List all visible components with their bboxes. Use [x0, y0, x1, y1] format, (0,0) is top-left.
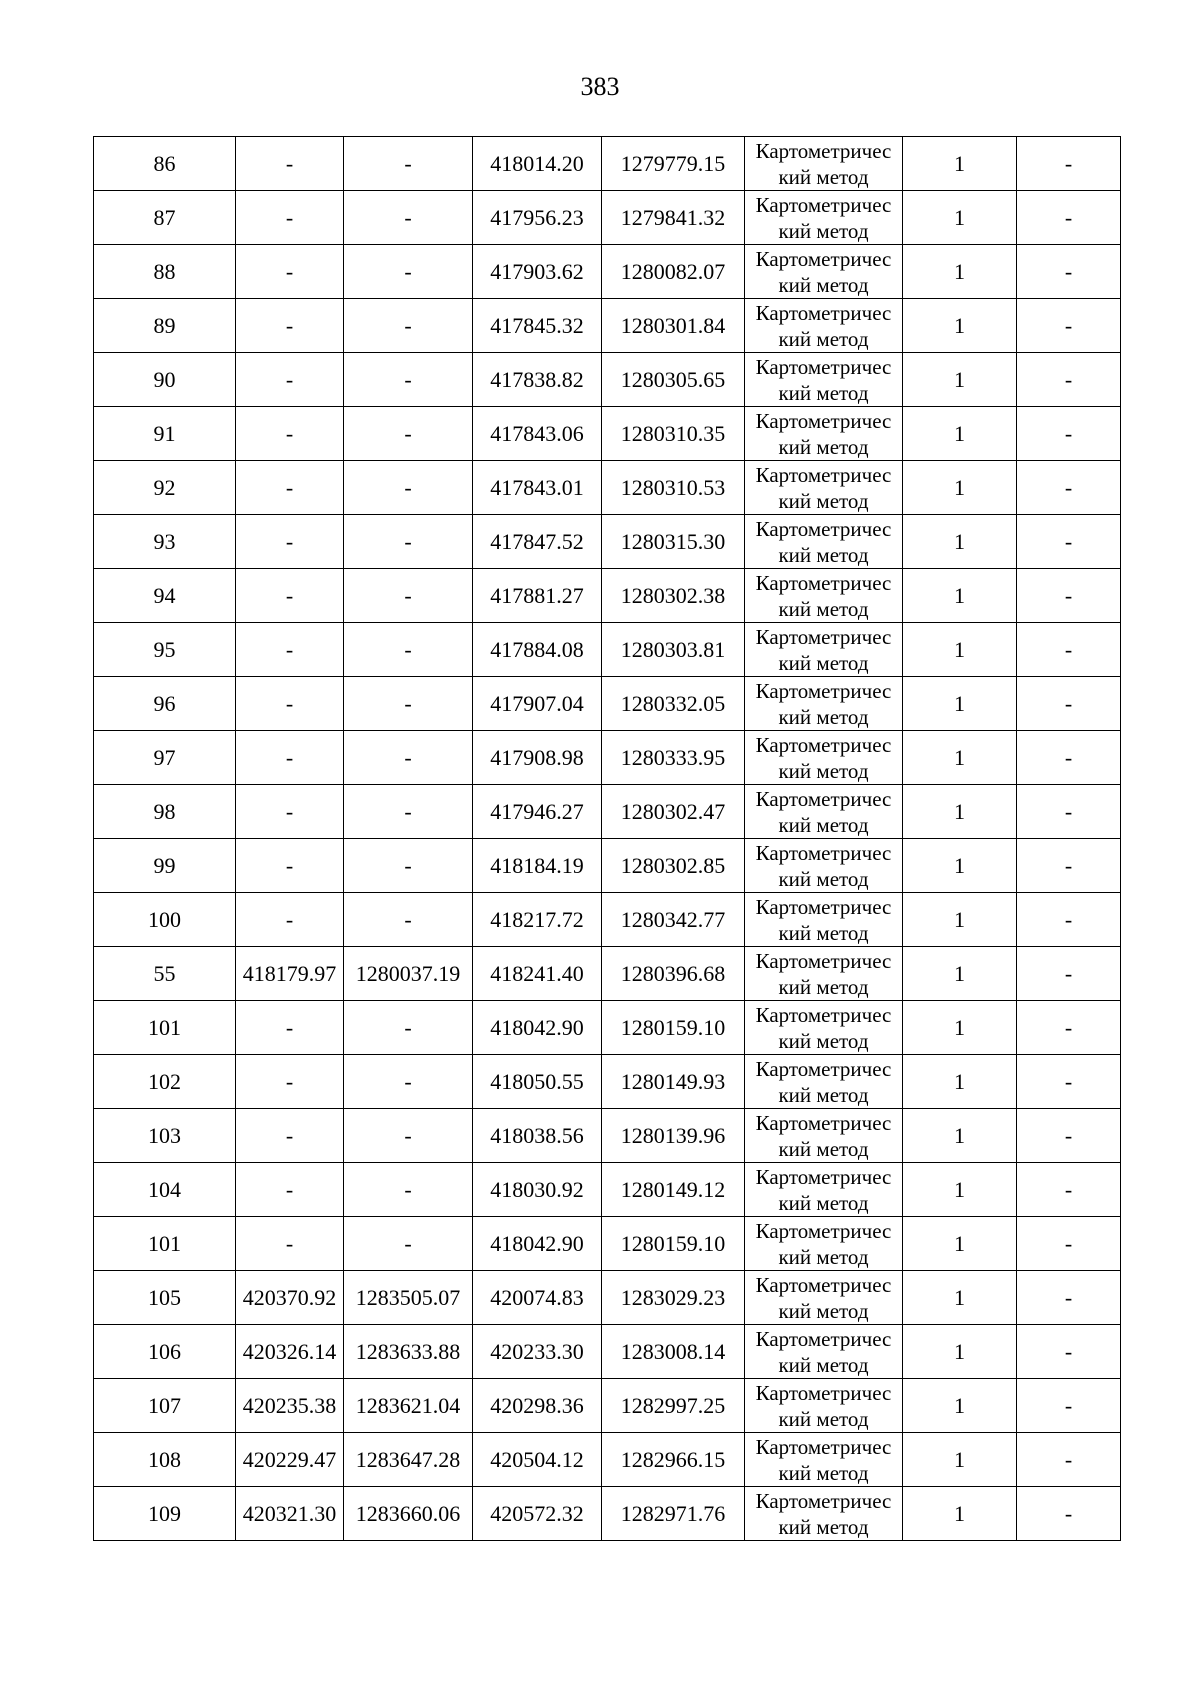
method-cell [745, 1217, 903, 1271]
method-line-2: кий метод [778, 1406, 869, 1431]
method-line-1: Картометричес [755, 840, 892, 865]
accuracy-cell: 1 [903, 245, 1017, 299]
new-y-cell: 1280139.96 [602, 1109, 745, 1163]
point-number-cell: 101 [94, 1217, 236, 1271]
point-number-cell: 90 [94, 353, 236, 407]
method-cell [745, 623, 903, 677]
accuracy-cell: 1 [903, 947, 1017, 1001]
method-line-1: Картометричес [755, 300, 892, 325]
new-y-cell: 1280159.10 [602, 1001, 745, 1055]
method-cell [745, 1325, 903, 1379]
point-number-cell: 106 [94, 1325, 236, 1379]
table-row [94, 407, 1121, 461]
old-y-cell: - [344, 1055, 473, 1109]
old-x-cell: - [236, 785, 344, 839]
method-cell [745, 299, 903, 353]
method-line-1: Картометричес [755, 192, 892, 217]
new-x-cell: 417884.08 [473, 623, 602, 677]
accuracy-cell: 1 [903, 1379, 1017, 1433]
method-cell [745, 353, 903, 407]
coordinates-table [93, 136, 1121, 1541]
new-y-cell: 1280302.47 [602, 785, 745, 839]
old-x-cell: - [236, 1055, 344, 1109]
method-cell [745, 137, 903, 191]
accuracy-cell: 1 [903, 623, 1017, 677]
old-y-cell: - [344, 191, 473, 245]
new-y-cell: 1280310.35 [602, 407, 745, 461]
point-number-cell: 94 [94, 569, 236, 623]
method-cell [745, 461, 903, 515]
method-line-1: Картометричес [755, 678, 892, 703]
new-x-cell: 417843.06 [473, 407, 602, 461]
old-y-cell: 1283660.06 [344, 1487, 473, 1541]
new-y-cell: 1283008.14 [602, 1325, 745, 1379]
accuracy-cell: 1 [903, 1487, 1017, 1541]
accuracy-cell: 1 [903, 785, 1017, 839]
table-row [94, 245, 1121, 299]
new-y-cell: 1280082.07 [602, 245, 745, 299]
method-line-2: кий метод [778, 758, 869, 783]
method-line-1: Картометричес [755, 732, 892, 757]
new-x-cell: 417908.98 [473, 731, 602, 785]
method-line-2: кий метод [778, 1190, 869, 1215]
new-x-cell: 418042.90 [473, 1001, 602, 1055]
method-line-2: кий метод [778, 380, 869, 405]
method-line-1: Картометричес [755, 462, 892, 487]
point-number-cell: 98 [94, 785, 236, 839]
old-x-cell: - [236, 1217, 344, 1271]
point-number-cell: 103 [94, 1109, 236, 1163]
old-x-cell: - [236, 731, 344, 785]
method-line-2: кий метод [778, 164, 869, 189]
old-y-cell: - [344, 299, 473, 353]
accuracy-cell: 1 [903, 1217, 1017, 1271]
old-y-cell: - [344, 623, 473, 677]
old-y-cell: - [344, 137, 473, 191]
new-x-cell: 420572.32 [473, 1487, 602, 1541]
description-cell: - [1017, 1487, 1121, 1541]
accuracy-cell: 1 [903, 191, 1017, 245]
method-cell [745, 1271, 903, 1325]
new-x-cell: 417845.32 [473, 299, 602, 353]
method-line-1: Картометричес [755, 570, 892, 595]
method-line-2: кий метод [778, 974, 869, 999]
old-x-cell: - [236, 569, 344, 623]
old-x-cell: - [236, 515, 344, 569]
description-cell: - [1017, 407, 1121, 461]
table-row [94, 1055, 1121, 1109]
table-row [94, 137, 1121, 191]
point-number-cell: 93 [94, 515, 236, 569]
old-x-cell: - [236, 137, 344, 191]
old-x-cell: - [236, 407, 344, 461]
method-line-2: кий метод [778, 866, 869, 891]
method-cell [745, 1001, 903, 1055]
table-row [94, 1163, 1121, 1217]
old-y-cell: 1283647.28 [344, 1433, 473, 1487]
new-y-cell: 1280332.05 [602, 677, 745, 731]
new-x-cell: 420233.30 [473, 1325, 602, 1379]
method-line-2: кий метод [778, 272, 869, 297]
old-y-cell: 1283505.07 [344, 1271, 473, 1325]
method-line-2: кий метод [778, 812, 869, 837]
old-x-cell: 418179.97 [236, 947, 344, 1001]
accuracy-cell: 1 [903, 1055, 1017, 1109]
method-line-2: кий метод [778, 1244, 869, 1269]
description-cell: - [1017, 137, 1121, 191]
old-x-cell: 420235.38 [236, 1379, 344, 1433]
method-cell [745, 839, 903, 893]
method-line-2: кий метод [778, 1082, 869, 1107]
old-x-cell: 420326.14 [236, 1325, 344, 1379]
description-cell: - [1017, 461, 1121, 515]
accuracy-cell: 1 [903, 299, 1017, 353]
table-row [94, 623, 1121, 677]
accuracy-cell: 1 [903, 731, 1017, 785]
new-x-cell: 418184.19 [473, 839, 602, 893]
accuracy-cell: 1 [903, 1163, 1017, 1217]
method-cell [745, 407, 903, 461]
method-cell [745, 1163, 903, 1217]
old-y-cell: - [344, 1109, 473, 1163]
method-cell [745, 677, 903, 731]
description-cell: - [1017, 191, 1121, 245]
new-x-cell: 418030.92 [473, 1163, 602, 1217]
new-y-cell: 1282971.76 [602, 1487, 745, 1541]
old-y-cell: - [344, 245, 473, 299]
old-x-cell: - [236, 299, 344, 353]
old-x-cell: 420321.30 [236, 1487, 344, 1541]
description-cell: - [1017, 731, 1121, 785]
old-x-cell: - [236, 677, 344, 731]
old-x-cell: 420370.92 [236, 1271, 344, 1325]
point-number-cell: 107 [94, 1379, 236, 1433]
point-number-cell: 99 [94, 839, 236, 893]
accuracy-cell: 1 [903, 1001, 1017, 1055]
method-line-1: Картометричес [755, 786, 892, 811]
accuracy-cell: 1 [903, 137, 1017, 191]
description-cell: - [1017, 785, 1121, 839]
method-line-1: Картометричес [755, 246, 892, 271]
old-y-cell: 1280037.19 [344, 947, 473, 1001]
accuracy-cell: 1 [903, 407, 1017, 461]
table-row [94, 785, 1121, 839]
old-x-cell: - [236, 461, 344, 515]
new-x-cell: 418217.72 [473, 893, 602, 947]
accuracy-cell: 1 [903, 1271, 1017, 1325]
method-line-1: Картометричес [755, 1164, 892, 1189]
table-row [94, 731, 1121, 785]
table-row [94, 1217, 1121, 1271]
method-cell [745, 785, 903, 839]
method-line-2: кий метод [778, 1352, 869, 1377]
new-x-cell: 418042.90 [473, 1217, 602, 1271]
point-number-cell: 92 [94, 461, 236, 515]
table-row [94, 677, 1121, 731]
method-line-2: кий метод [778, 1028, 869, 1053]
new-y-cell: 1280302.85 [602, 839, 745, 893]
method-cell [745, 1487, 903, 1541]
table-row [94, 947, 1121, 1001]
accuracy-cell: 1 [903, 1109, 1017, 1163]
old-y-cell: - [344, 1217, 473, 1271]
table-body [94, 137, 1121, 1541]
point-number-cell: 96 [94, 677, 236, 731]
accuracy-cell: 1 [903, 353, 1017, 407]
table-row [94, 1487, 1121, 1541]
description-cell: - [1017, 515, 1121, 569]
old-x-cell: - [236, 893, 344, 947]
description-cell: - [1017, 893, 1121, 947]
new-y-cell: 1280302.38 [602, 569, 745, 623]
method-line-2: кий метод [778, 488, 869, 513]
method-line-2: кий метод [778, 218, 869, 243]
old-y-cell: - [344, 839, 473, 893]
table-row [94, 1109, 1121, 1163]
method-line-2: кий метод [778, 704, 869, 729]
method-line-1: Картометричес [755, 1272, 892, 1297]
method-line-2: кий метод [778, 1136, 869, 1161]
table-row [94, 893, 1121, 947]
new-x-cell: 417946.27 [473, 785, 602, 839]
table-row [94, 461, 1121, 515]
new-x-cell: 418241.40 [473, 947, 602, 1001]
description-cell: - [1017, 299, 1121, 353]
new-x-cell: 417907.04 [473, 677, 602, 731]
description-cell: - [1017, 353, 1121, 407]
new-y-cell: 1280303.81 [602, 623, 745, 677]
method-line-1: Картометричес [755, 624, 892, 649]
table-row [94, 1433, 1121, 1487]
accuracy-cell: 1 [903, 1433, 1017, 1487]
page-number: 383 [580, 72, 620, 101]
table-row [94, 353, 1121, 407]
table-row [94, 839, 1121, 893]
new-x-cell: 417956.23 [473, 191, 602, 245]
point-number-cell: 87 [94, 191, 236, 245]
new-y-cell: 1280149.93 [602, 1055, 745, 1109]
description-cell: - [1017, 623, 1121, 677]
table-row [94, 299, 1121, 353]
method-line-1: Картометричес [755, 1002, 892, 1027]
description-cell: - [1017, 1055, 1121, 1109]
new-x-cell: 420074.83 [473, 1271, 602, 1325]
accuracy-cell: 1 [903, 515, 1017, 569]
method-cell [745, 731, 903, 785]
point-number-cell: 55 [94, 947, 236, 1001]
new-x-cell: 417881.27 [473, 569, 602, 623]
table-row [94, 1325, 1121, 1379]
point-number-cell: 86 [94, 137, 236, 191]
method-line-1: Картометричес [755, 1380, 892, 1405]
method-line-1: Картометричес [755, 894, 892, 919]
old-y-cell: - [344, 353, 473, 407]
old-y-cell: - [344, 731, 473, 785]
old-x-cell: - [236, 245, 344, 299]
method-line-2: кий метод [778, 326, 869, 351]
method-line-2: кий метод [778, 596, 869, 621]
new-y-cell: 1282997.25 [602, 1379, 745, 1433]
new-y-cell: 1280149.12 [602, 1163, 745, 1217]
new-y-cell: 1280305.65 [602, 353, 745, 407]
method-cell [745, 947, 903, 1001]
description-cell: - [1017, 1325, 1121, 1379]
method-line-2: кий метод [778, 542, 869, 567]
new-x-cell: 417838.82 [473, 353, 602, 407]
method-line-1: Картометричес [755, 948, 892, 973]
method-line-1: Картометричес [755, 1488, 892, 1513]
old-y-cell: - [344, 785, 473, 839]
old-y-cell: 1283633.88 [344, 1325, 473, 1379]
point-number-cell: 95 [94, 623, 236, 677]
description-cell: - [1017, 677, 1121, 731]
method-line-2: кий метод [778, 434, 869, 459]
old-x-cell: - [236, 1109, 344, 1163]
table-row [94, 569, 1121, 623]
new-x-cell: 417903.62 [473, 245, 602, 299]
method-line-2: кий метод [778, 1514, 869, 1539]
accuracy-cell: 1 [903, 461, 1017, 515]
old-x-cell: - [236, 623, 344, 677]
accuracy-cell: 1 [903, 1325, 1017, 1379]
method-line-2: кий метод [778, 650, 869, 675]
method-line-1: Картометричес [755, 1110, 892, 1135]
method-cell [745, 1379, 903, 1433]
old-x-cell: - [236, 353, 344, 407]
point-number-cell: 109 [94, 1487, 236, 1541]
point-number-cell: 100 [94, 893, 236, 947]
accuracy-cell: 1 [903, 839, 1017, 893]
new-y-cell: 1279841.32 [602, 191, 745, 245]
description-cell: - [1017, 1001, 1121, 1055]
point-number-cell: 91 [94, 407, 236, 461]
point-number-cell: 89 [94, 299, 236, 353]
table-row [94, 1379, 1121, 1433]
method-line-2: кий метод [778, 1460, 869, 1485]
new-y-cell: 1280396.68 [602, 947, 745, 1001]
new-x-cell: 420298.36 [473, 1379, 602, 1433]
old-y-cell: - [344, 1001, 473, 1055]
method-cell [745, 1433, 903, 1487]
old-x-cell: - [236, 191, 344, 245]
old-x-cell: - [236, 839, 344, 893]
method-line-1: Картометричес [755, 1434, 892, 1459]
method-line-1: Картометричес [755, 138, 892, 163]
accuracy-cell: 1 [903, 677, 1017, 731]
point-number-cell: 105 [94, 1271, 236, 1325]
description-cell: - [1017, 1271, 1121, 1325]
method-line-1: Картометричес [755, 1056, 892, 1081]
new-y-cell: 1280310.53 [602, 461, 745, 515]
table-row [94, 1001, 1121, 1055]
new-y-cell: 1279779.15 [602, 137, 745, 191]
new-x-cell: 418014.20 [473, 137, 602, 191]
new-x-cell: 418038.56 [473, 1109, 602, 1163]
accuracy-cell: 1 [903, 893, 1017, 947]
new-y-cell: 1282966.15 [602, 1433, 745, 1487]
old-y-cell: - [344, 407, 473, 461]
accuracy-cell: 1 [903, 569, 1017, 623]
method-cell [745, 893, 903, 947]
old-x-cell: - [236, 1001, 344, 1055]
method-line-2: кий метод [778, 1298, 869, 1323]
old-y-cell: - [344, 461, 473, 515]
description-cell: - [1017, 1109, 1121, 1163]
description-cell: - [1017, 839, 1121, 893]
new-y-cell: 1280315.30 [602, 515, 745, 569]
description-cell: - [1017, 245, 1121, 299]
method-line-1: Картометричес [755, 516, 892, 541]
old-y-cell: - [344, 569, 473, 623]
method-line-1: Картометричес [755, 1218, 892, 1243]
old-x-cell: 420229.47 [236, 1433, 344, 1487]
old-y-cell: - [344, 515, 473, 569]
new-y-cell: 1283029.23 [602, 1271, 745, 1325]
method-cell [745, 191, 903, 245]
table-row [94, 191, 1121, 245]
method-cell [745, 515, 903, 569]
old-y-cell: - [344, 893, 473, 947]
new-y-cell: 1280159.10 [602, 1217, 745, 1271]
new-y-cell: 1280342.77 [602, 893, 745, 947]
description-cell: - [1017, 1217, 1121, 1271]
method-cell [745, 245, 903, 299]
old-y-cell: - [344, 1163, 473, 1217]
description-cell: - [1017, 569, 1121, 623]
method-cell [745, 569, 903, 623]
point-number-cell: 97 [94, 731, 236, 785]
new-x-cell: 417843.01 [473, 461, 602, 515]
point-number-cell: 102 [94, 1055, 236, 1109]
point-number-cell: 108 [94, 1433, 236, 1487]
new-x-cell: 417847.52 [473, 515, 602, 569]
old-y-cell: 1283621.04 [344, 1379, 473, 1433]
method-line-1: Картометричес [755, 1326, 892, 1351]
new-x-cell: 420504.12 [473, 1433, 602, 1487]
method-line-1: Картометричес [755, 354, 892, 379]
old-x-cell: - [236, 1163, 344, 1217]
new-y-cell: 1280333.95 [602, 731, 745, 785]
new-x-cell: 418050.55 [473, 1055, 602, 1109]
method-cell [745, 1055, 903, 1109]
table-row [94, 515, 1121, 569]
description-cell: - [1017, 1379, 1121, 1433]
method-line-1: Картометричес [755, 408, 892, 433]
new-y-cell: 1280301.84 [602, 299, 745, 353]
description-cell: - [1017, 947, 1121, 1001]
description-cell: - [1017, 1163, 1121, 1217]
point-number-cell: 104 [94, 1163, 236, 1217]
method-cell [745, 1109, 903, 1163]
method-line-2: кий метод [778, 920, 869, 945]
point-number-cell: 101 [94, 1001, 236, 1055]
old-y-cell: - [344, 677, 473, 731]
table-row [94, 1271, 1121, 1325]
point-number-cell: 88 [94, 245, 236, 299]
description-cell: - [1017, 1433, 1121, 1487]
